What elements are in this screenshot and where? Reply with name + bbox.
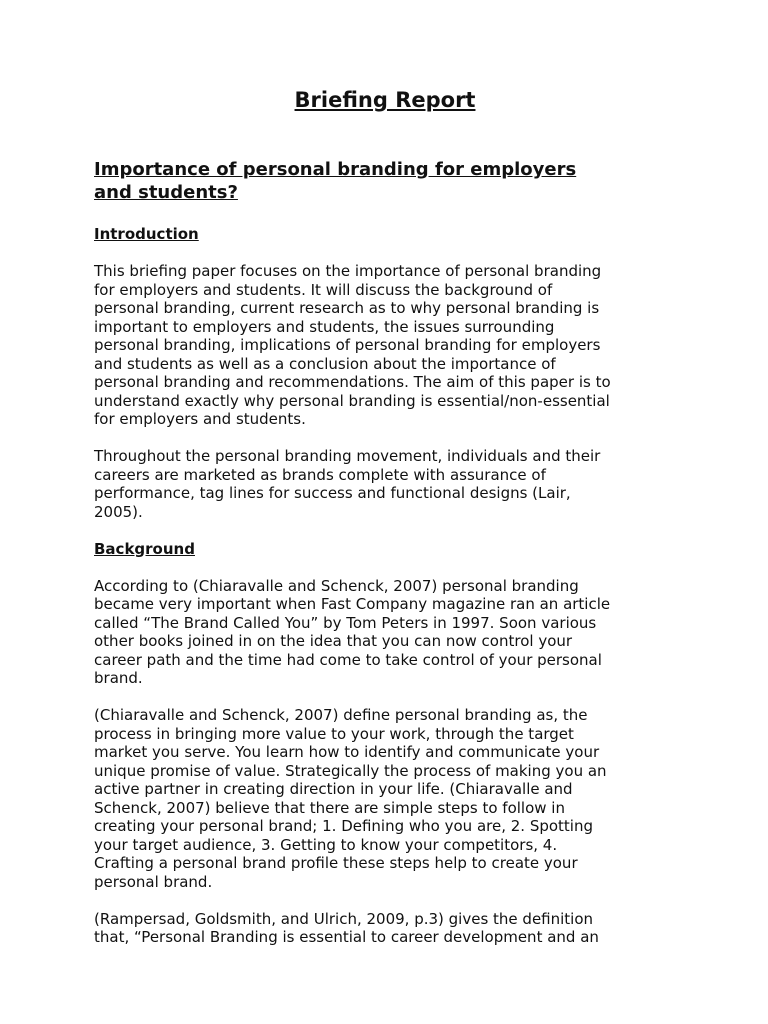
section-heading-introduction: Introduction bbox=[94, 225, 199, 243]
section-background bbox=[94, 540, 676, 947]
document-title: Briefing Report bbox=[294, 88, 476, 112]
paragraph: (Chiaravalle and Schenck, 2007) define personal branding as, the process in bringing more value to your work, through the target market you serve. You learn how to identify and communicate your unique promise of value. Strategically the process of making you an active partner in creating direction in your life. (Chiaravalle and Schenck, 2007) believe that there are simple steps to follow in creating your personal brand; 1. Defining who you are, 2. Spotting your target audience, 3. Getting to know your competitors, 4. Crafting a personal brand profile these steps help to create your personal brand. bbox=[94, 706, 607, 891]
paragraph: According to (Chiaravalle and Schenck, 2007) personal branding became very important when Fast Company magazine ran an article called “The Brand Called You” by Tom Peters in 1997. Soon various other books joined in on the idea that you can now control your career path and the time had come to take control of your personal brand. bbox=[94, 576, 611, 687]
paragraph: (Rampersad, Goldsmith, and Ulrich, 2009, p.3) gives the definition that, “Personal Branding is essential to career development and an bbox=[94, 909, 599, 946]
section-heading-background: Background bbox=[94, 539, 195, 558]
paragraph: This briefing paper focuses on the importance of personal branding for employers and students. It will discuss the background of personal branding, current research as to why personal branding is important to employers and students, the issues surrounding personal branding, implications of personal branding for employers and students as well as a conclusion about the importance of personal branding and recommendations. The aim of this paper is to understand exactly why personal branding is essential/non-essential for employers and students. bbox=[94, 262, 611, 428]
section-introduction bbox=[94, 225, 676, 521]
document-subject: Importance of personal branding for employers and students? bbox=[94, 159, 577, 203]
document-page bbox=[94, 86, 676, 965]
paragraph: Throughout the personal branding movement, individuals and their careers are marketed as brands complete with assurance of performance, tag lines for success and functional designs (Lair, 2005). bbox=[94, 447, 601, 521]
